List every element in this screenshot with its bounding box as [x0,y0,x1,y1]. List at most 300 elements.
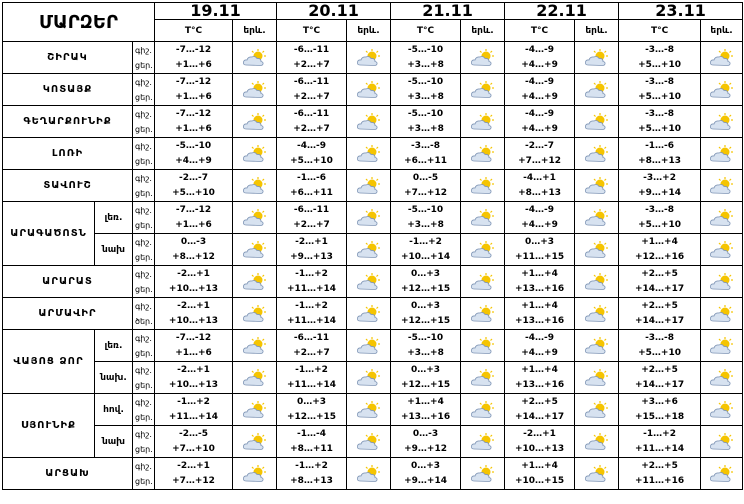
weather-icon-cell [461,138,505,170]
temperature-cell [505,426,575,458]
table-row [3,330,743,362]
temperature-cell [619,138,701,170]
date-header: 19.11 [155,3,277,20]
partly-cloudy-icon [584,48,610,68]
night-temp: -5…-10 [407,44,444,55]
day-temp: +13…+16 [514,379,565,390]
day-temp: +13…+16 [514,315,565,326]
night-temp: +1…+4 [407,396,444,407]
day-temp: +10…+15 [514,475,565,486]
weather-icon-cell [233,266,277,298]
night-temp: +1…+4 [521,364,558,375]
partly-cloudy-icon [709,464,735,484]
weather-icon-cell [575,426,619,458]
partly-cloudy-icon [709,240,735,260]
day-temp: +10…+13 [168,283,219,294]
subregion-name: նախ. [95,362,133,394]
night-temp: -7…-12 [175,332,212,343]
night-temp: -4…+1 [523,172,556,183]
day-temp: +11…+14 [286,283,337,294]
region-name: ԿՈՏԱՅՔ [3,74,133,106]
temperature-cell [155,234,233,266]
day-temp: +12…+15 [400,379,451,390]
night-temp: 0…+3 [410,460,441,471]
temperature-cell [619,42,701,74]
day-temp: +9…+12 [404,443,447,454]
phenomenon-header: երև. [233,20,277,42]
temperature-cell [277,426,347,458]
night-temp: -5…-10 [407,108,444,119]
partly-cloudy-icon [470,272,496,292]
day-temp: +8…+11 [290,443,333,454]
subregion-name: հով. [95,394,133,426]
temperature-cell [277,394,347,426]
night-temp: +3…+6 [641,396,678,407]
partly-cloudy-icon [709,208,735,228]
region-name: ԱՐԱԳԱԾՈՏՆ [3,202,95,266]
day-temp: +3…+8 [407,347,444,358]
temperature-cell [155,394,233,426]
partly-cloudy-icon [584,464,610,484]
temperature-cell [619,330,701,362]
forecast-body [3,42,743,490]
partly-cloudy-icon [470,80,496,100]
weather-icon-cell [233,458,277,490]
night-temp: -1…+2 [643,428,676,439]
day-temp: +14…+17 [514,411,565,422]
weather-icon-cell [233,170,277,202]
temperature-cell [391,266,461,298]
temperature-cell [277,106,347,138]
night-label: գիշ. [135,109,152,119]
day-temp: +6…+11 [290,187,333,198]
weather-icon-cell [347,202,391,234]
day-label: ծեր. [135,316,153,326]
partly-cloudy-icon [356,336,382,356]
partly-cloudy-icon [356,400,382,420]
weather-icon-cell [461,42,505,74]
weather-icon-cell [233,202,277,234]
partly-cloudy-icon [709,368,735,388]
day-temp: +11…+14 [634,443,685,454]
weather-icon-cell [575,362,619,394]
date-header: 22.11 [505,3,619,20]
night-temp: +2…+5 [641,460,678,471]
night-label: գիշ. [135,237,152,247]
day-temp: +9…+13 [290,251,333,262]
weather-icon-cell [233,234,277,266]
partly-cloudy-icon [584,144,610,164]
temperature-cell [505,394,575,426]
phenomenon-header: երև. [575,20,619,42]
weather-icon-cell [347,234,391,266]
partly-cloudy-icon [584,208,610,228]
table-row [3,42,743,74]
temperature-cell [391,42,461,74]
partly-cloudy-icon [242,304,268,324]
day-temp: +1…+6 [175,219,212,230]
temperature-cell [619,106,701,138]
day-temp: +5…+10 [172,187,215,198]
table-row [3,266,743,298]
day-temp: +2…+7 [293,347,330,358]
day-temp: +2…+7 [293,91,330,102]
temperature-cell [155,202,233,234]
temperature-cell [277,74,347,106]
weather-icon-cell [701,170,743,202]
partly-cloudy-icon [584,272,610,292]
partly-cloudy-icon [356,176,382,196]
weather-icon-cell [233,138,277,170]
temperature-cell [155,106,233,138]
night-temp: -1…+2 [295,268,328,279]
temperature-cell [505,202,575,234]
night-temp: -1…+2 [295,460,328,471]
temperature-cell [505,170,575,202]
day-temp: +7…+10 [172,443,215,454]
period-labels [133,362,155,394]
day-temp: +10…+13 [168,379,219,390]
night-temp: -3…-8 [411,140,441,151]
table-row [3,170,743,202]
night-temp: 0…-5 [412,172,439,183]
night-temp: -5…-10 [407,204,444,215]
date-header: 21.11 [391,3,505,20]
region-name: ԳԵՂԱՐՔՈՒՆԻՔ [3,106,133,138]
partly-cloudy-icon [470,464,496,484]
temperature-cell [155,42,233,74]
temperature-cell [505,330,575,362]
day-temp: +3…+8 [407,59,444,70]
temperature-cell [619,202,701,234]
table-row [3,362,743,394]
night-temp: -2…+1 [177,460,210,471]
weather-icon-cell [701,202,743,234]
day-temp: +4…+9 [521,123,558,134]
weather-icon-cell [461,234,505,266]
temperature-cell [619,394,701,426]
night-label: գիշ. [135,205,152,215]
day-temp: +7…+12 [172,475,215,486]
day-label: ցեր. [135,220,153,230]
night-temp: -1…+2 [295,300,328,311]
night-label: գիշ. [135,269,152,279]
night-temp: 0…-3 [412,428,439,439]
temperature-cell [155,170,233,202]
temperature-cell [391,234,461,266]
night-temp: -2…-5 [179,428,208,439]
night-temp: -2…+1 [523,428,556,439]
temperature-cell [155,266,233,298]
night-temp: -3…+2 [643,172,676,183]
day-temp: +5…+10 [638,123,681,134]
region-name: ԱՐՄԱՎԻՐ [3,298,133,330]
period-labels [133,426,155,458]
partly-cloudy-icon [242,432,268,452]
day-label: ցեր. [135,444,153,454]
partly-cloudy-icon [356,304,382,324]
weather-icon-cell [347,394,391,426]
partly-cloudy-icon [470,240,496,260]
night-temp: +2…+5 [641,300,678,311]
weather-icon-cell [575,170,619,202]
weather-icon-cell [461,106,505,138]
temperature-cell [505,362,575,394]
temperature-cell [155,330,233,362]
day-temp: +4…+9 [521,219,558,230]
subregion-name: նախ [95,426,133,458]
weather-icon-cell [701,42,743,74]
day-temp: +9…+14 [638,187,681,198]
partly-cloudy-icon [584,432,610,452]
night-temp: -6…-11 [293,204,330,215]
partly-cloudy-icon [709,336,735,356]
day-temp: +14…+17 [634,379,685,390]
partly-cloudy-icon [242,80,268,100]
partly-cloudy-icon [584,112,610,132]
weather-icon-cell [461,362,505,394]
partly-cloudy-icon [584,336,610,356]
temperature-cell [277,298,347,330]
temperature-cell [505,458,575,490]
partly-cloudy-icon [242,368,268,388]
weather-icon-cell [701,266,743,298]
table-row [3,138,743,170]
partly-cloudy-icon [242,400,268,420]
night-temp: -3…-8 [645,332,675,343]
partly-cloudy-icon [709,176,735,196]
temperature-cell [505,42,575,74]
night-temp: -7…-12 [175,44,212,55]
weather-icon-cell [701,234,743,266]
day-temp: +11…+14 [286,379,337,390]
partly-cloudy-icon [470,208,496,228]
region-header: ՄԱՐԶԵՐ [3,3,155,42]
day-temp: +6…+11 [404,155,447,166]
subregion-name: լեռ. [95,202,133,234]
partly-cloudy-icon [470,144,496,164]
partly-cloudy-icon [709,304,735,324]
day-temp: +8…+13 [518,187,561,198]
partly-cloudy-icon [709,272,735,292]
night-temp: -1…+2 [409,236,442,247]
day-temp: +5…+10 [638,91,681,102]
temperature-cell [391,458,461,490]
night-temp: -3…-8 [645,108,675,119]
partly-cloudy-icon [470,368,496,388]
table-row [3,394,743,426]
weather-icon-cell [347,330,391,362]
day-temp: +5…+10 [638,347,681,358]
day-temp: +2…+7 [293,123,330,134]
day-temp: +5…+10 [638,219,681,230]
night-temp: -1…-6 [645,140,675,151]
temp-unit-header: T°C [505,20,575,42]
phenomenon-header: երև. [347,20,391,42]
period-labels [133,298,155,330]
weather-icon-cell [575,138,619,170]
weather-icon-cell [575,330,619,362]
partly-cloudy-icon [356,432,382,452]
temperature-cell [619,426,701,458]
night-temp: -3…-8 [645,44,675,55]
partly-cloudy-icon [242,112,268,132]
subregion-name: լեռ. [95,330,133,362]
night-temp: -7…-12 [175,108,212,119]
weather-icon-cell [701,330,743,362]
day-temp: +7…+12 [404,187,447,198]
temperature-cell [391,298,461,330]
temperature-cell [277,362,347,394]
partly-cloudy-icon [242,208,268,228]
temperature-cell [391,170,461,202]
weather-icon-cell [347,74,391,106]
day-temp: +8…+12 [172,251,215,262]
weather-icon-cell [701,106,743,138]
partly-cloudy-icon [470,112,496,132]
night-temp: -1…+2 [177,396,210,407]
partly-cloudy-icon [470,48,496,68]
table-row [3,298,743,330]
weather-icon-cell [461,170,505,202]
partly-cloudy-icon [242,464,268,484]
temperature-cell [505,138,575,170]
day-temp: +13…+16 [514,283,565,294]
day-temp: +11…+14 [286,315,337,326]
night-temp: 0…-3 [180,236,207,247]
temp-unit-header: T°C [391,20,461,42]
temperature-cell [619,74,701,106]
day-temp: +7…+12 [518,155,561,166]
partly-cloudy-icon [709,432,735,452]
night-temp: 0…+3 [296,396,327,407]
day-temp: +11…+14 [168,411,219,422]
table-row [3,74,743,106]
weather-icon-cell [461,202,505,234]
night-temp: -2…+1 [177,268,210,279]
temperature-cell [391,138,461,170]
weather-icon-cell [575,42,619,74]
phenomenon-header: երև. [701,20,743,42]
night-temp: -4…-9 [525,204,555,215]
weather-icon-cell [701,298,743,330]
temperature-cell [619,458,701,490]
weather-icon-cell [575,266,619,298]
table-row [3,426,743,458]
weather-icon-cell [347,426,391,458]
day-temp: +2…+7 [293,59,330,70]
temperature-cell [391,426,461,458]
partly-cloudy-icon [709,80,735,100]
day-temp: +11…+16 [634,475,685,486]
temperature-cell [505,234,575,266]
partly-cloudy-icon [470,304,496,324]
day-label: ցեր. [135,188,153,198]
weather-icon-cell [233,42,277,74]
day-temp: +8…+13 [638,155,681,166]
temperature-cell [155,74,233,106]
weather-icon-cell [233,394,277,426]
day-temp: +14…+17 [634,315,685,326]
day-label: ցեր. [135,156,153,166]
night-temp: -1…+2 [295,364,328,375]
night-temp: -4…-9 [525,44,555,55]
day-label: ցեր. [135,348,153,358]
temperature-cell [277,138,347,170]
weather-icon-cell [575,298,619,330]
region-name: ՍՅՈՒՆԻՔ [3,394,95,458]
temperature-cell [505,74,575,106]
partly-cloudy-icon [356,464,382,484]
partly-cloudy-icon [584,400,610,420]
day-label: ցեր. [135,124,153,134]
partly-cloudy-icon [356,272,382,292]
temperature-cell [391,202,461,234]
partly-cloudy-icon [356,48,382,68]
region-name: ՇԻՐԱԿ [3,42,133,74]
night-temp: 0…+3 [410,364,441,375]
weather-icon-cell [461,74,505,106]
partly-cloudy-icon [584,368,610,388]
day-temp: +5…+10 [638,59,681,70]
table-row [3,106,743,138]
night-temp: -5…-10 [407,76,444,87]
partly-cloudy-icon [584,176,610,196]
temperature-cell [391,74,461,106]
temperature-cell [277,330,347,362]
temp-unit-header: T°C [619,20,701,42]
day-label: ցեր. [135,92,153,102]
weather-icon-cell [461,394,505,426]
weather-icon-cell [461,266,505,298]
weather-icon-cell [575,74,619,106]
night-temp: -4…-9 [525,332,555,343]
day-label: ցեր. [135,476,153,486]
day-temp: +5…+10 [290,155,333,166]
temperature-cell [619,266,701,298]
day-temp: +13…+16 [400,411,451,422]
period-labels [133,266,155,298]
day-temp: +4…+9 [175,155,212,166]
night-temp: -6…-11 [293,108,330,119]
region-name: ՏԱՎՈՒՇ [3,170,133,202]
night-temp: 0…+3 [410,268,441,279]
temperature-cell [619,170,701,202]
weather-icon-cell [701,458,743,490]
day-temp: +15…+18 [634,411,685,422]
weather-icon-cell [575,458,619,490]
temperature-cell [277,458,347,490]
forecast-table [2,2,743,490]
period-labels [133,106,155,138]
period-labels [133,330,155,362]
night-temp: -2…-7 [525,140,555,151]
period-labels [133,202,155,234]
temperature-cell [277,42,347,74]
weather-icon-cell [233,330,277,362]
night-temp: -2…-7 [179,172,208,183]
temperature-cell [277,266,347,298]
weather-icon-cell [347,138,391,170]
night-temp: +1…+4 [521,268,558,279]
night-temp: -3…-8 [645,204,675,215]
temperature-cell [155,138,233,170]
night-temp: -5…-10 [175,140,212,151]
weather-icon-cell [461,426,505,458]
day-temp: +12…+15 [400,315,451,326]
weather-icon-cell [233,298,277,330]
weather-icon-cell [701,74,743,106]
